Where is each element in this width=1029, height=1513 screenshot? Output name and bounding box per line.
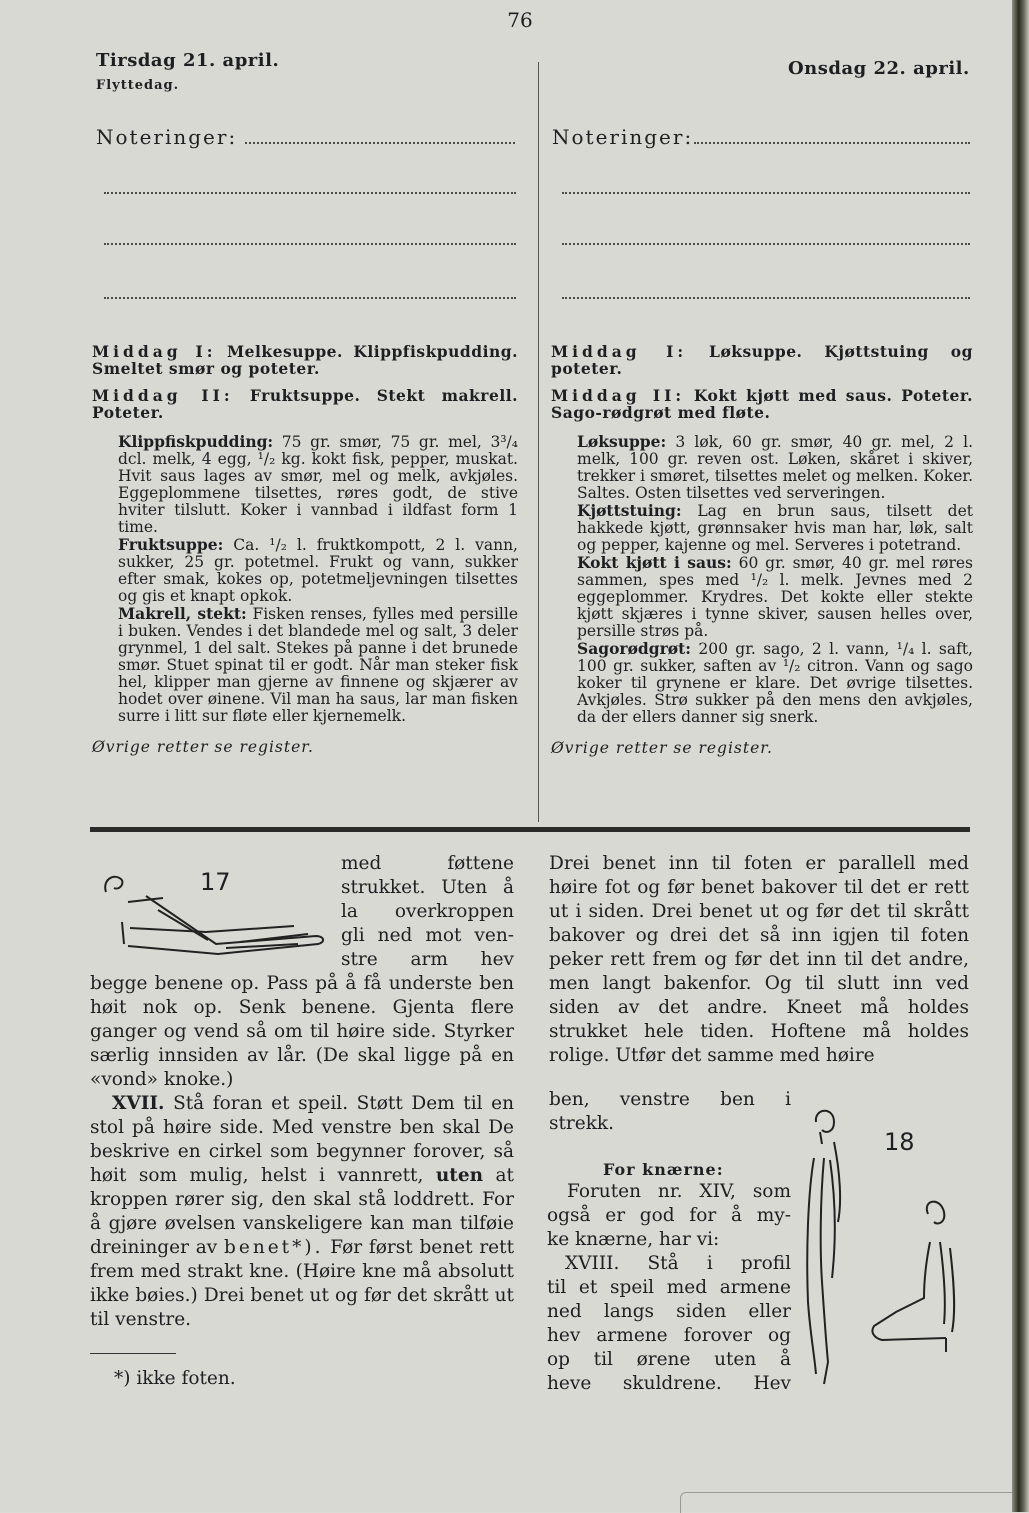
text-line: også er god for å my- [547, 1205, 791, 1226]
section-rule [90, 827, 970, 832]
register-note: Øvrige retter se register. [551, 739, 773, 757]
paragraph-end [549, 1088, 791, 1136]
text-line: op til ørene uten å [547, 1349, 791, 1370]
footnote: *) ikke foten. [114, 1368, 236, 1389]
dinner2-label: Middag II: [551, 386, 686, 405]
recipe-text: 200 gr. sago, 2 l. vann, ¹/₄ l. saft, 100 gr. sukker, saften av ¹/₂ citron. Vann og sago koker til grynene er klare. Det øvrige tilsettes. Avkjøles. Strø sukker på den mens den avkjøles, da der ellers danner sig snerk. [577, 640, 973, 726]
dinner1-label: Middag I: [551, 342, 688, 361]
recipe-name: Makrell, stekt: [118, 604, 247, 623]
left-subtitle: Flyttedag. [96, 78, 180, 93]
right-notes-line-1 [694, 142, 970, 144]
figure-17-label: 17 [200, 868, 231, 896]
text-line: gli ned mot ven- [341, 925, 514, 946]
recipe-text: Fisken renses, fylles med persille i buken. Vendes i det blandede mel og salt, 3 deler grynmel, 1 del salt. Stekes på panne i det brunede smør. Stuet spinat til er godt. Når man steker fisk hel, klipper man gjerne av finnene og skjærer av hodet over øinene. Vil man ha saus, lar man fisken surre i litt sur fløte eller kjernemelk. [118, 605, 518, 725]
exercise-figure-18 [800, 1102, 960, 1392]
recipe-name: Klippfiskpudding: [118, 432, 274, 451]
left-date: Tirsdag 21. april. [96, 50, 280, 71]
recipe-text: 75 gr. smør, 75 gr. mel, 3³/₄ dcl. melk, 4 egg, ¹/₂ kg. kokt fisk, pepper, muskat. Hvit saus lages av smør, mel og melk, avkjøles. Eggeplommene tilsettes, røres godt, de stive hviter tilslutt. Koker i vannbad i ildfast form 1 time. [118, 433, 518, 536]
recipe-name: Fruktsuppe: [118, 535, 224, 554]
page-corner-edge [680, 1492, 1013, 1513]
text-line: til et speil med armene [547, 1277, 791, 1298]
dinner2-text: Kokt kjøtt med saus. Poteter. Sago-rødgrøt med fløte. [551, 386, 973, 422]
right-notes-line-3 [562, 243, 970, 245]
left-notes-line-4 [104, 297, 516, 299]
text-line: heve skuldrene. Hev [547, 1373, 791, 1394]
right-recipes [551, 343, 973, 757]
left-notes-line-3 [104, 243, 516, 245]
text-line: ben, venstre ben i [549, 1089, 791, 1110]
right-date: Onsdag 22. april. [788, 58, 970, 79]
right-notes-line-2 [562, 192, 970, 194]
recipe-name: Kokt kjøtt i saus: [577, 553, 732, 572]
text-line: strukket. Uten å [341, 877, 514, 898]
text-line: Foruten nr. XIV, som [567, 1181, 791, 1202]
recipe-text: Lag en brun saus, tilsett det hakkede kjøtt, grønnsaker hvis man har, løk, salt og pepper, kajenne og mel. Serveres i potetrand. [577, 502, 973, 554]
text-line: strekk. [549, 1113, 615, 1134]
right-notes-label: Noteringer: [552, 125, 694, 149]
knee-exercise-text [547, 1180, 791, 1396]
exercise-text-left [90, 972, 514, 1332]
dinner2-text: Fruktsuppe. Stekt makrell. Poteter. [92, 386, 518, 422]
text-line: XVIII. Stå i profil [565, 1253, 791, 1274]
section-heading: For knærne: [603, 1160, 724, 1179]
paragraph: at kroppen rører sig, den skal stå loddrett. For å gjøre øvelsen vanskeligere kan man tilføie dreininger av [90, 1165, 514, 1258]
register-note: Øvrige retter se register. [92, 738, 314, 756]
paragraph: Før først benet rett frem med strakt kne. (Høire kne må absolutt ikke bøies.) Drei benet ut og før det skrått ut til venstre. [90, 1237, 514, 1330]
paragraph: Stå foran et speil. Støtt Dem til en stol på høire side. Med venstre ben skal De beskrive en cirkel som begynner forover, så høit som mulig, helst i vannrett, [90, 1093, 514, 1186]
recipe-text: 3 løk, 60 gr. smør, 40 gr. mel, 2 l. melk, 100 gr. reven ost. Løken, skåret i skiver, trekker i smøret, tilsettes melet og melken. Koker. Saltes. Osten tilsettes ved serveringen. [577, 433, 973, 502]
recipe-name: Kjøttstuing: [577, 501, 682, 520]
dinner1-text: Melkesuppe. Klippfiskpudding. Smeltet smør og poteter. [92, 342, 518, 378]
exercise-text-right [549, 852, 969, 1068]
figure-17-caption [341, 852, 514, 972]
recipe-name: Løksuppe: [577, 432, 667, 451]
text-line: med føttene [341, 853, 514, 874]
emphasis: uten [435, 1165, 484, 1186]
exercise-number: XVII. [112, 1093, 165, 1114]
column-divider [538, 62, 539, 822]
text-line: ned langs siden eller [547, 1301, 791, 1322]
recipe-text: Ca. ¹/₂ l. fruktkompott, 2 l. vann, sukker, 25 gr. potetmel. Frukt og vann, sukker efter smak, kokes op, potetmeljevningen tilsettes og gis et knapt opkok. [118, 536, 518, 605]
recipe-name: Sagorødgrøt: [577, 639, 691, 658]
paragraph: begge benene op. Pass på å få underste ben høit nok op. Senk benene. Gjenta flere ganger og vend så om til høire side. Styrker særlig innsiden av lår. (De skal ligge på en «vond» knoke.) [90, 973, 514, 1090]
text-line: hev armene forover og [547, 1325, 791, 1346]
left-notes-line-1 [245, 142, 515, 144]
left-notes-label: Noteringer: [96, 125, 238, 149]
text-line: la overkroppen [341, 901, 514, 922]
paragraph: Drei benet inn til foten er parallell med høire fot og før benet bakover til det er rett ut i siden. Drei benet ut og før det til skrått bakover og drei det så inn igjen til foten peker rett frem og før det inn til det andre, men langt bakenfor. Og til slutt inn ved siden av det andre. Kneet må holdes strukket hele tiden. Hoftene må holdes rolige. Utfør det samme med høire [549, 853, 969, 1066]
footnote-rule [90, 1353, 176, 1354]
text-line: ke knærne, har vi: [547, 1229, 720, 1250]
dinner1-label: Middag I: [92, 342, 217, 361]
dinner1-text: Løksuppe. Kjøttstuing og poteter. [551, 342, 973, 378]
left-recipes [92, 343, 518, 756]
book-spine-edge [1012, 0, 1029, 1512]
dinner2-label: Middag II: [92, 386, 234, 405]
emphasis-spaced: benet*). [224, 1237, 324, 1258]
text-line: stre arm hev [341, 949, 514, 970]
page-number: 76 [507, 8, 533, 32]
left-notes-line-2 [104, 192, 516, 194]
figure-18-label: 18 [884, 1128, 915, 1156]
right-notes-line-4 [562, 297, 970, 299]
recipe-text: 60 gr. smør, 40 gr. mel røres sammen, spes med ¹/₂ l. melk. Jevnes med 2 eggeplommer. Krydres. Det kokte eller stekte kjøtt skjæres i tynne skiver, sausen helles over, persille strøs på. [577, 554, 973, 640]
